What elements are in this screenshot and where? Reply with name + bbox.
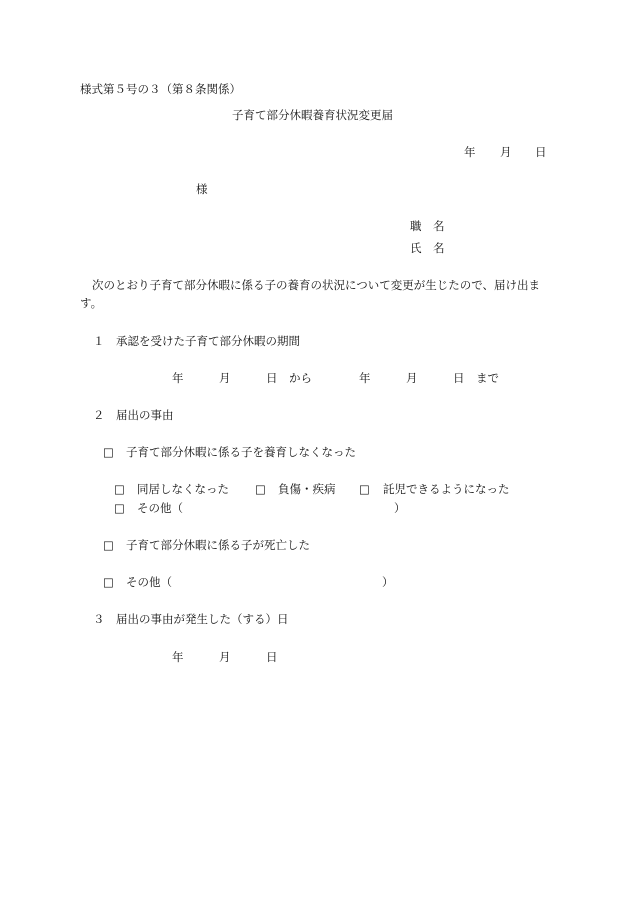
addressee-suffix: 様 (196, 182, 208, 196)
submission-year: 年 (464, 145, 476, 159)
section-1-heading: １ 承認を受けた子育て部分休暇の期間 (93, 334, 300, 348)
section-2-heading: ２ 届出の事由 (93, 408, 174, 422)
sub-other-close: ） (394, 501, 406, 515)
end-day: 日 (453, 371, 465, 385)
sub-option-2-label: 負傷・疾病 (278, 482, 336, 496)
section-3-heading: ３ 届出の事由が発生した（する）日 (93, 612, 289, 626)
reason-a-checkbox[interactable]: □ (103, 445, 114, 459)
end-month: 月 (406, 371, 418, 385)
position-label: 職 名 (410, 219, 445, 233)
submission-month: 月 (500, 145, 512, 159)
form-title: 子育て部分休暇養育状況変更届 (232, 108, 393, 122)
form-number: 様式第５号の３（第８条関係） (80, 82, 241, 96)
reason-b-label: 子育て部分休暇に係る子が死亡した (126, 538, 310, 552)
start-year: 年 (172, 371, 184, 385)
sub-other-checkbox[interactable]: □ (114, 501, 125, 515)
occurrence-year: 年 (172, 650, 184, 664)
start-month: 月 (219, 371, 231, 385)
sub-option-2-checkbox[interactable]: □ (255, 482, 266, 496)
sub-option-1-label: 同居しなくなった (137, 482, 229, 496)
name-label: 氏 名 (410, 241, 445, 255)
from-label: から (289, 371, 312, 385)
intro-line-2: す。 (80, 296, 103, 310)
until-label: まで (476, 371, 499, 385)
occurrence-day: 日 (266, 650, 278, 664)
reason-b-checkbox[interactable]: □ (103, 538, 114, 552)
end-year: 年 (359, 371, 371, 385)
reason-other-label: その他（ (126, 575, 172, 589)
intro-line-1: 次のとおり子育て部分休暇に係る子の養育の状況について変更が生じたので、届け出ま (92, 278, 541, 292)
sub-option-3-checkbox[interactable]: □ (359, 482, 370, 496)
reason-other-checkbox[interactable]: □ (103, 575, 114, 589)
occurrence-month: 月 (219, 650, 231, 664)
reason-a-label: 子育て部分休暇に係る子を養育しなくなった (126, 445, 356, 459)
sub-option-3-label: 託児できるようになった (383, 482, 510, 496)
submission-day: 日 (535, 145, 547, 159)
start-day: 日 (266, 371, 278, 385)
sub-other-label: その他（ (137, 501, 183, 515)
reason-other-close: ） (382, 575, 394, 589)
sub-option-1-checkbox[interactable]: □ (114, 482, 125, 496)
